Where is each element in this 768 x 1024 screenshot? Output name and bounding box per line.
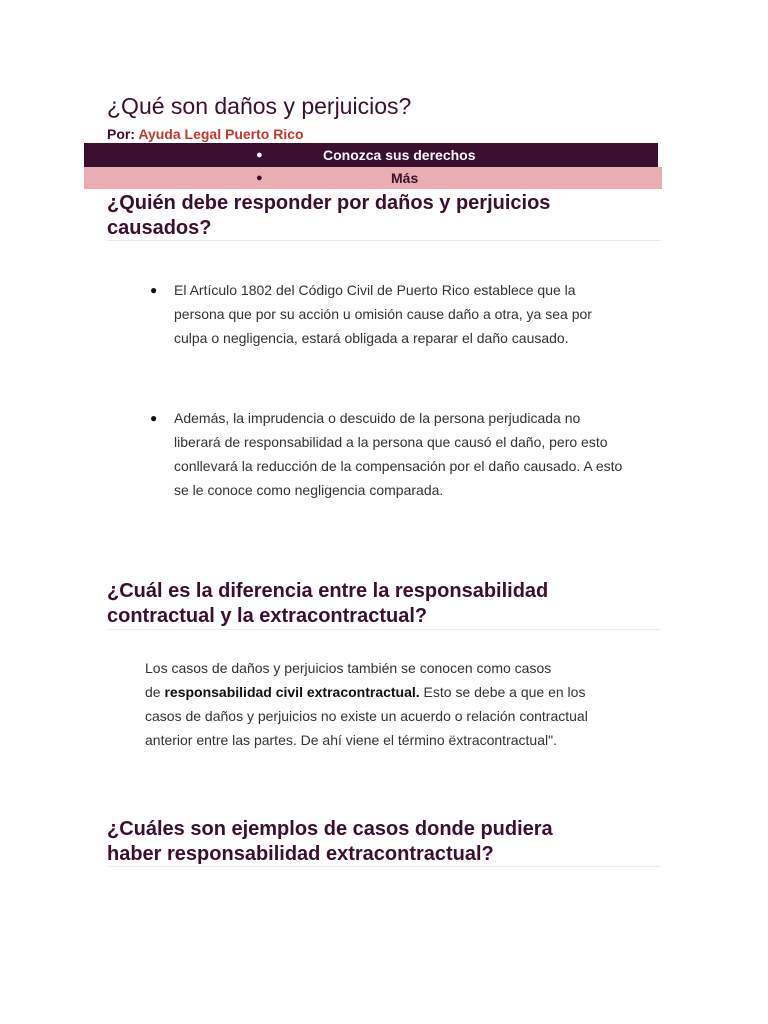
section-divider <box>107 629 661 630</box>
section-heading-line: causados? <box>107 217 212 239</box>
nav-label-conozca[interactable]: Conozca sus derechos <box>323 147 476 163</box>
section-heading-ejemplos <box>107 817 663 867</box>
list-item <box>150 406 664 502</box>
nav-bullet-icon: ● <box>256 149 263 161</box>
section-heading-line: ¿Quién debe responder por daños y perjuicios <box>107 192 551 214</box>
author-link[interactable]: Ayuda Legal Puerto Rico <box>138 126 304 142</box>
section-heading-diferencia <box>107 579 663 629</box>
list-item <box>150 278 664 350</box>
nav-item-conozca-sus-derechos[interactable] <box>84 143 658 167</box>
section-heading-line: ¿Cuáles son ejemplos de casos donde pudiera <box>107 818 553 840</box>
byline <box>107 125 304 143</box>
list-item-line: Además, la imprudencia o descuido de la persona perjudicada no <box>174 410 581 426</box>
paragraph <box>145 656 635 752</box>
nav-label-mas[interactable]: Más <box>391 170 419 186</box>
section-divider <box>107 240 661 241</box>
nav-item-mas[interactable] <box>84 167 662 189</box>
list-item-line: El Artículo 1802 del Código Civil de Puerto Rico establece que la <box>174 282 576 298</box>
section-divider <box>107 866 661 867</box>
paragraph-line: anterior entre las partes. De ahí viene el término ëxtracontractual". <box>145 732 557 748</box>
paragraph-line: casos de daños y perjuicios no existe un acuerdo o relación contractual <box>145 708 588 724</box>
paragraph-line-prefix: de <box>145 684 165 700</box>
section-heading-line: haber responsabilidad extracontractual? <box>107 843 494 865</box>
list-item-line: persona que por su acción u omisión cause daño a otra, ya sea por <box>174 306 592 322</box>
bold-term: responsabilidad civil extracontractual. <box>164 684 420 700</box>
list-item-line: culpa o negligencia, estará obligada a reparar el daño causado. <box>174 330 569 346</box>
byline-prefix: Por: <box>107 126 135 142</box>
list-item-line: se le conoce como negligencia comparada. <box>174 482 444 498</box>
page-title: ¿Qué son daños y perjuicios? <box>107 93 412 119</box>
list-item-line: liberará de responsabilidad a la persona que causó el daño, pero esto <box>174 434 608 450</box>
bullet-dot-icon: ● <box>150 283 158 297</box>
section-heading-line: contractual y la extracontractual? <box>107 605 428 627</box>
nav-bullet-icon: ● <box>256 172 263 184</box>
section-heading-quien-debe-responder <box>107 191 663 241</box>
paragraph-line-suffix: Esto se debe a que en los <box>419 684 586 700</box>
section-heading-line: ¿Cuál es la diferencia entre la responsabilidad <box>107 580 549 602</box>
bullet-dot-icon: ● <box>150 411 158 425</box>
list-item-line: conllevará la reducción de la compensación por el daño causado. A esto <box>174 458 623 474</box>
paragraph-line: Los casos de daños y perjuicios también se conocen como casos <box>145 660 552 676</box>
